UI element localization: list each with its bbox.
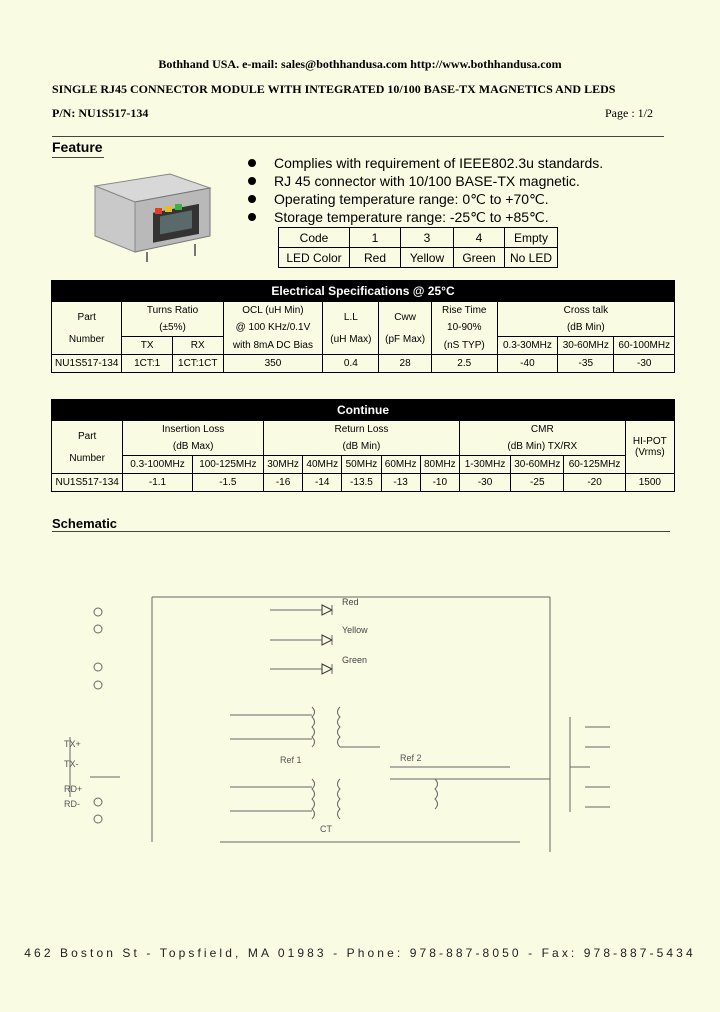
feature-section-title: Feature [52,139,103,155]
label-rd-minus: RD- [64,799,80,809]
continue-spec-title: Continue [52,400,675,421]
svg-text:Red: Red [342,597,359,607]
label-tx-minus: TX- [64,759,79,769]
rx-transformer [230,779,340,819]
label-tx-plus: TX+ [64,739,81,749]
table-row: NU1S517-134 1CT:1 1CT:1CT 350 0.4 28 2.5 -40 -35 -30 [52,355,675,373]
bullet-icon [248,195,256,203]
rj45-connector-image [85,166,215,266]
feature-item: Storage temperature range: -25℃ to +85℃. [248,208,668,226]
schematic-section-title: Schematic [52,516,118,531]
feature-item: Operating temperature range: 0℃ to +70℃. [248,190,668,208]
feature-list [248,154,668,226]
feature-underline [52,157,104,158]
tx-transformer [230,707,380,747]
bullet-icon [248,213,256,221]
rj45-pins [570,717,610,812]
page-indicator: Page : 1/2 [605,106,653,120]
electrical-spec-title: Electrical Specifications @ 25°C [52,281,675,302]
part-number: P/N: NU1S517-134 [52,106,149,120]
choke [390,767,550,809]
label-ref1: Ref 1 [280,755,302,765]
bullet-icon [248,159,256,167]
led-green [270,655,367,674]
continue-spec-table: Continue Part Number Insertion Loss Return Loss CMR HI-POT (Vrms) (dB Max) (dB Min) (dB Min) TX/RX 0.3-100MHz 100-125MHz 30MHz 40MHz 50MHz 60MHz 80MHz 1-30MHz 30-60MHz 60-125MHz NU1S517-134 -1.1 -1.5 -16 -14 -13.5 -13 -10 -30 -25 -20 1500 [51,399,675,492]
label-rd-plus: RD+ [64,784,83,794]
schematic-divider [52,531,670,532]
schematic-diagram [50,567,670,867]
led-red [270,597,359,615]
label-ct: CT [320,824,332,834]
feature-item: RJ 45 connector with 10/100 BASE-TX magnetic. [248,172,668,190]
svg-text:Yellow: Yellow [342,625,368,635]
header-contact: Bothhand USA. e-mail: sales@bothhandusa.com http://www.bothhandusa.com [158,57,562,71]
svg-text:Green: Green [342,655,368,665]
led-code-table [278,227,558,268]
feature-item: Complies with requirement of IEEE802.3u standards. [248,154,668,172]
electrical-spec-table: Electrical Specifications @ 25°C Part Number Turns Ratio OCL (uH Min) L.L (uH Max) Cww (pF Max) Rise Time Cross talk (±5%) @ 100 KHz/0.1V 10-90% (dB Min) TX RX with 8mA DC Bias (nS TYP) 0.3-30MHz 30-60MHz 60-100MHz NU1S517-134 1CT:1 1CT:1CT 350 0.4 28 2.5 -40 -35 -30 [51,280,675,373]
led-code-row: Code 1 3 4 Empty [279,228,558,248]
header-divider [52,136,664,137]
led-color-row: LED Color Red Yellow Green No LED [279,248,558,268]
table-row: NU1S517-134 -1.1 -1.5 -16 -14 -13.5 -13 -10 -30 -25 -20 1500 [52,474,675,492]
document-title: SINGLE RJ45 CONNECTOR MODULE WITH INTEGRATED 10/100 BASE-TX MAGNETICS AND LEDS [52,82,616,96]
led-yellow [270,625,368,645]
footer-address: 462 Boston St - Topsfield, MA 01983 - Phone: 978-887-8050 - Fax: 978-887-5434 [24,946,696,960]
label-ref2: Ref 2 [400,753,422,763]
bullet-icon [248,177,256,185]
